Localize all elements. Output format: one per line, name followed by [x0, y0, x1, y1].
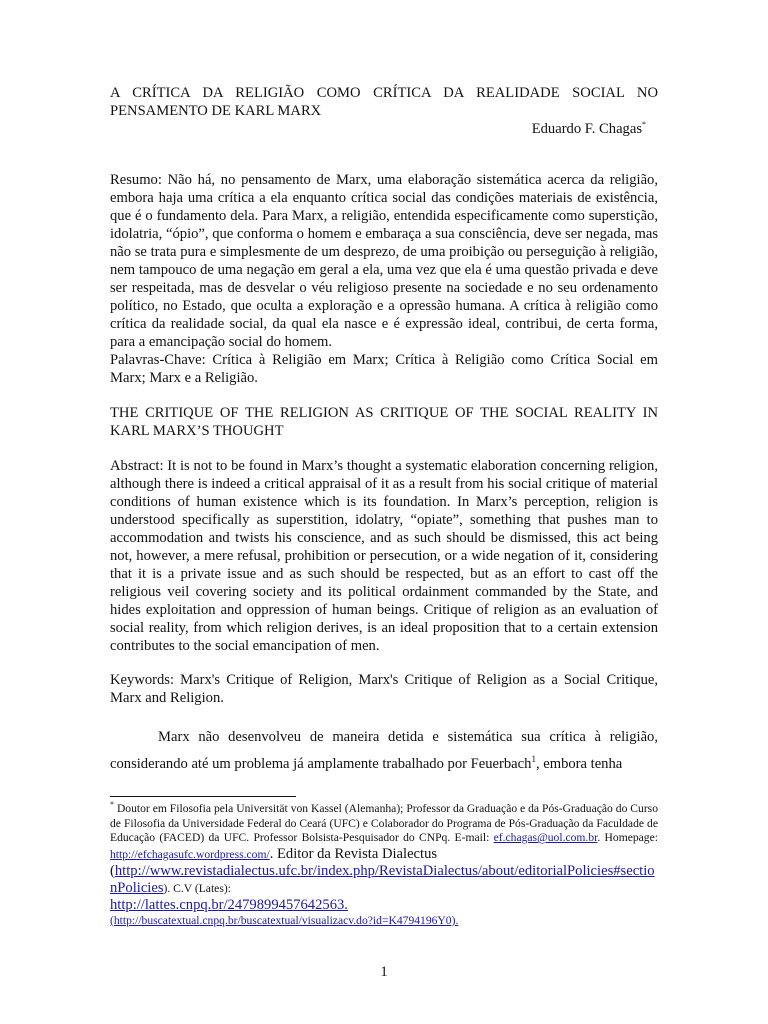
editor-text: . Editor da Revista Dialectus [269, 845, 438, 862]
lattes-link[interactable]: http://lattes.cnpq.br/2479899457642563. [110, 896, 348, 913]
cv-text: ). C.V (Lates): [163, 881, 231, 895]
footnote-separator [110, 796, 296, 797]
homepage-link[interactable]: http://efchagasufc.wordpress.com/ [110, 847, 270, 861]
page-number: 1 [380, 964, 388, 980]
footnote-marker: * [110, 800, 114, 810]
keywords-portuguese: Palavras-Chave: Crítica à Religião em Marx; Crítica à Religião como Crítica Social em Marx; Marx e a Religião. [110, 352, 658, 386]
footnote-text: Doutor em Filosofia pela Universität von Kassel (Alemanha); Professor da Graduação e da Pós-Graduação do Curso de Filosofia da Universidade Federal do Ceará (UFC) e Colaborador do Programa de Pós-Graduação da Faculdade de Educação (FACED) da UFC. Professor Bolsista-Pesquisador do CNPq. [110, 802, 658, 845]
email-label: E-mail: [454, 831, 490, 845]
busca-line [110, 914, 658, 929]
title-line-2: PENSAMENTO DE KARL MARX [110, 103, 322, 119]
author-line [110, 120, 646, 138]
author-name: Eduardo F. Chagas [531, 121, 642, 137]
author-footnote-marker[interactable]: * [642, 120, 646, 130]
lattes-line [110, 897, 658, 914]
keywords-english: Keywords: Marx's Critique of Religion, Marx's Critique of Religion as a Social Critique, Marx and Religion. [110, 672, 658, 706]
body-text-tail: , embora tenha [535, 756, 623, 772]
homepage-label: . Homepage: [597, 831, 658, 845]
journal-link[interactable]: http://www.revistadialectus.ufc.br/index.php/RevistaDialectus/about/editorialPolicies#sectionPolicies [110, 862, 655, 896]
paper-title [110, 84, 658, 120]
abstract-portuguese: Resumo: Não há, no pensamento de Marx, uma elaboração sistemática acerca da religião, embora haja uma crítica a ela enquanto crítica social das condições materiais de existência, que é o fundamento dela. Para Marx, a religião, entendida especificamente como superstição, idolatria, “ópio”, que conforma o homem e embaraça a sua consciência, deve ser negada, mas não se trata pura e simplesmente de um desprezo, de uma proibição ou perseguição à religião, nem tampouco de uma negação em geral a ela, uma vez que ela é uma questão privada e deve ser respeitada, mas de desvelar o véu religioso presente na sociedade e no seu ordenamento político, no Estado, que oculta a exploração e a opressão humana. A crítica à religião como crítica da realidade social, da qual ela nasce e é expressão ideal, contribui, de certa forma, para a emancipação social do homem. [110, 172, 658, 350]
footnote-reference[interactable]: 1 [531, 754, 536, 765]
busca-link[interactable]: (http://buscatextual.cnpq.br/buscatextual/visualizacv.do?id=K4794196Y0). [110, 913, 459, 927]
abstract-english: Abstract: It is not to be found in Marx’s thought a systematic elaboration concerning religion, although there is indeed a critical appraisal of it as a result from his social critique of material conditions of human existence which is its foundation. In Marx’s perception, religion is understood specifically as superstition, idolatry, “opiate”, something that pushes man to accommodation and twists his conscience, and as such should be dismissed, this act being not, however, a mere refusal, prohibition or persecution, or a wide negation of it, considering that it is a private issue and as such should be respected, but as an effort to cast off the religious veil covering society and its political ordainment commanded by the State, and hides exploitation and oppression of human beings. Critique of religion as an evaluation of social reality, from which religion derives, is an ideal proposition that to a certain extension contributes to the social emancipation of men. [110, 458, 658, 654]
body-text-start: Marx não desenvolveu de maneira detida e sistemática sua crítica à religião, considerando até um problema já amplamente trabalhado por Feuerbach [110, 729, 658, 772]
email-link[interactable]: ef.chagas@uol.com.br [493, 831, 598, 845]
journal-line [110, 863, 658, 897]
title-line-1: A CRÍTICA DA RELIGIÃO COMO CRÍTICA DA REALIDADE SOCIAL NO [110, 85, 658, 101]
english-title: THE CRITIQUE OF THE RELIGION AS CRITIQUE OF THE SOCIAL REALITY IN KARL MARX’S THOUGHT [110, 405, 658, 439]
document-page [110, 84, 658, 778]
journal-open-paren: ( [110, 862, 115, 879]
footnote [110, 802, 658, 928]
body-paragraph [110, 724, 658, 778]
